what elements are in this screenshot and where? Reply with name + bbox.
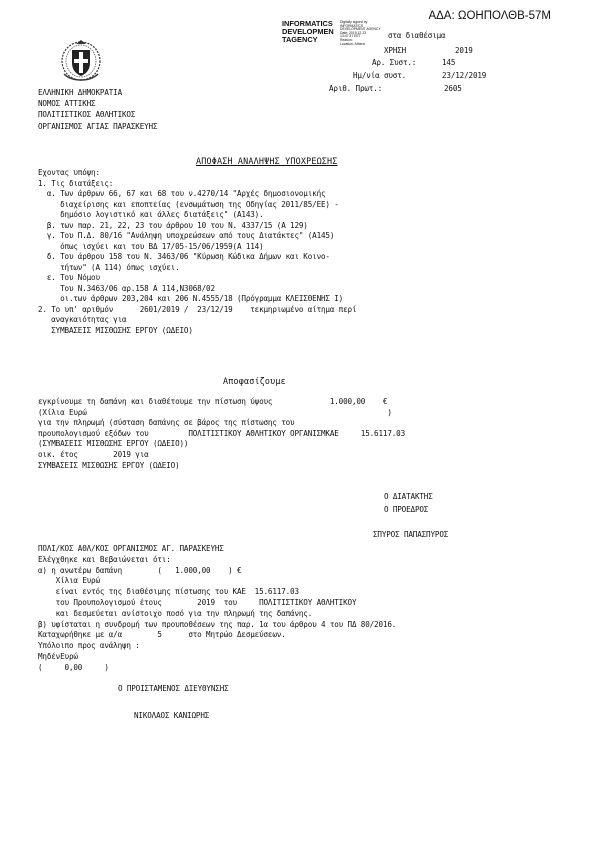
text-line: αναγκαιότητας για bbox=[38, 315, 127, 324]
text-line: δ. Του άρθρου 158 του Ν. 3463/06 "Κύρωση Κώδικα Δήμων και Κοινο- bbox=[38, 252, 330, 261]
text-line: εγκρίνουμε τη δαπάνη και διαθέτουμε την πίστωση ύψους 1.000,00 € bbox=[38, 397, 388, 406]
text-line: προυπολογισμού εξόδων του ΠΟΛΙΤΙΣΤΙΚΟΥ ΑΘΛΗΤΙΚΟΥ ΟΡΓΑΝΙΣΜΚΑΕ 15.6117.03 bbox=[38, 428, 406, 438]
ida-line-2: DEVELOPMEN bbox=[282, 27, 334, 36]
text-line: β. των παρ. 21, 22, 23 του άρθρου 10 του Ν. 4337/15 (Α 129) bbox=[38, 220, 308, 230]
decision-block bbox=[38, 397, 405, 471]
ida-line-1: INFORMATICS bbox=[282, 19, 333, 28]
meta-ar-label: Αρ. Συστ.: bbox=[372, 58, 417, 67]
text-line: τήτων" (Α 114) όπως ισχύει. bbox=[38, 262, 180, 272]
text-line: 1. Τις διατάξεις: bbox=[38, 178, 114, 188]
greek-coat-of-arms-logo bbox=[60, 38, 102, 82]
supervisor-name: ΝΙΚΟΛΑΟΣ ΚΑΝΙΩΡΗΣ bbox=[134, 711, 210, 720]
meta-date-label: Ημ/νία συστ. bbox=[353, 71, 407, 80]
text-line: οι.των άρθρων 203,204 και 206 Ν.4555/18 (Πρόγραμμα ΚΛΕΙΣΘΕΝΗΣ Ι) bbox=[38, 294, 344, 303]
issuer-line: ΕΛΛΗΝΙΚΗ ΔΗΜΟΚΡΑΤΙΑ bbox=[38, 88, 123, 97]
sig-line: Location: Athens bbox=[340, 41, 366, 46]
sig-line: Date: 2019.12.23 bbox=[340, 30, 367, 35]
signer-role-2: Ο ΠΡΟΕΔΡΟΣ bbox=[384, 505, 429, 514]
text-line: (Χίλια Ευρώ ) bbox=[38, 407, 392, 417]
meta-year: 2019 bbox=[455, 46, 473, 55]
text-line: ( 0,00 ) bbox=[38, 662, 109, 672]
signer-role-1: Ο ΔΙΑΤΑΚΤΗΣ bbox=[384, 492, 433, 501]
meta-date: 23/12/2019 bbox=[442, 71, 487, 80]
text-line: Υπόλοιπο προς ανάληψη : bbox=[38, 641, 140, 651]
text-line: Χίλια Ευρώ bbox=[38, 576, 100, 586]
considerations-block bbox=[38, 168, 356, 336]
text-line: β) υφίσταται η συνδρομή των προυποθέσεων της παρ. 1α του άρθρου 4 του ΠΔ 80/2016. bbox=[38, 619, 397, 629]
text-line: α) η ανωτέρω δαπάνη ( 1.000,00 ) € bbox=[38, 565, 242, 575]
text-line: είναι εντός της διαθέσιμης πίστωσης του ΚΑΕ 15.6117.03 bbox=[38, 587, 299, 597]
ada-code: ΑΔΑ: ΩΟΗΠΟΛΘΒ-57Μ bbox=[428, 10, 551, 22]
verification-block bbox=[38, 544, 396, 674]
sig-line: INFORMATICS bbox=[340, 23, 364, 28]
text-line: 2. Το υπ' αριθμόν 2601/2019 / 23/12/19 τεκμηριωμένο αίτημα περί bbox=[38, 304, 357, 314]
text-line: γ. Του Π.Δ. 80/16 "Ανάληψη υποχρεώσεων από τους Διατάκτες" (Α145) bbox=[38, 231, 335, 240]
text-line: ΠΟΛΙ/ΚΟΣ ΑΘΛ/ΚΟΣ ΟΡΓΑΝΙΣΜΟΣ ΑΓ. ΠΑΡΑΣΚΕΥΗΣ bbox=[38, 544, 224, 553]
issuer-line: ΠΟΛΙΤΙΣΤΙΚΟΣ ΑΘΛΗΤΙΚΟΣ bbox=[38, 110, 136, 120]
text-line: δημόσιο λογιστικό και άλλες διατάξεις" (Α143). bbox=[38, 210, 264, 219]
meta-prot-label: Αριθ. Πρωτ.: bbox=[329, 84, 383, 93]
supervisor-title: Ο ΠΡΟΙΣΤΑΜΕΝΟΣ ΔΙΕΥΘΥΝΣΗΣ bbox=[118, 684, 229, 693]
text-line: του Προυπολογισμού έτους 2019 του ΠΟΛΙΤΙΣΤΙΚΟΥ ΑΘΛΗΤΙΚΟΥ bbox=[38, 597, 357, 607]
text-line: διαχείρισης και εποπτείας (ενσωμάτωση της Οδηγίας 2011/85/ΕΕ) - bbox=[38, 199, 339, 209]
text-line: Καταχωρήθηκε με α/α 5 στο Μητρώο Δεσμεύσεων. bbox=[38, 630, 286, 640]
meta-ar: 145 bbox=[442, 58, 456, 67]
meta-year-label: ΧΡΗΣΗ bbox=[384, 46, 407, 55]
sig-line: Reason: bbox=[340, 37, 353, 42]
sig-line: Digitally signed by bbox=[340, 20, 368, 24]
issuer-line: ΝΟΜΟΣ ΑΤΤΙΚΗΣ bbox=[38, 99, 96, 109]
meta-prot: 2605 bbox=[444, 84, 462, 93]
text-line: Ελέγχθηκε και Βεβαιώνεται ότι: bbox=[38, 554, 171, 564]
text-line: όπως ισχύει και του ΒΔ 17/05-15/06/1959(Α 114) bbox=[38, 241, 264, 251]
signer-name: ΣΠΥΡΟΣ ΠΑΠΑΣΠΥΡΟΣ bbox=[373, 530, 449, 539]
ida-logo-text bbox=[282, 20, 334, 44]
sig-line: DEVELOPMENT AGENCY bbox=[340, 27, 381, 32]
text-line: ΣΥΜΒΑΣΕΙΣ ΜΙΣΘΩΣΗΣ ΕΡΓΟΥ (ΩΔΕΙΟ) bbox=[38, 325, 193, 335]
text-line: ΜηδένΕυρώ bbox=[38, 651, 78, 661]
sig-line: 13:47:37 EET bbox=[340, 34, 361, 39]
text-line: ε. Του Νόμου bbox=[38, 273, 100, 282]
text-line: και δεσμεύεται ανίστοιχο ποσό για την πληρωμή της δαπάνης. bbox=[38, 608, 313, 618]
text-line: (ΣΥΜΒΑΣΕΙΣ ΜΙΣΘΩΣΗΣ ΕΡΓΟΥ (ΩΔΕΙΟ)) bbox=[38, 439, 189, 449]
text-line: για την πληρωμή (σύσταση δαπάνης σε βάρος της πίστωσης του bbox=[38, 418, 295, 428]
meta-available: στα διαθέσιμα bbox=[388, 31, 446, 40]
digital-signature-text bbox=[340, 21, 381, 46]
document-title: ΑΠΟΦΑΣΗ ΑΝΑΛΗΨΗΣ ΥΠΟΧΡΕΩΣΗΣ bbox=[196, 156, 338, 166]
ida-line-3: TAGENCY bbox=[282, 35, 318, 44]
decision-heading: Αποφασίζουμε bbox=[223, 376, 286, 386]
text-line: Εχοντας υπόψη: bbox=[38, 168, 100, 177]
text-line: ΣΥΜΒΑΣΕΙΣ ΜΙΣΘΩΣΗΣ ΕΡΓΟΥ (ΩΔΕΙΟ) bbox=[38, 460, 180, 470]
text-line: α. Των άρθρων 66, 67 και 68 του ν.4270/14 "Αρχές δημοσιονομικής bbox=[38, 189, 326, 198]
issuer-line: ΟΡΓΑΝΙΣΜΟΣ ΑΓΙΑΣ ΠΑΡΑΣΚΕΥΗΣ bbox=[38, 121, 158, 131]
text-line: Του Ν.3463/06 αρ.158 Α 114,Ν3068/02 bbox=[38, 283, 215, 293]
issuer-header bbox=[38, 87, 157, 132]
text-line: οικ. έτος 2019 για bbox=[38, 449, 149, 459]
